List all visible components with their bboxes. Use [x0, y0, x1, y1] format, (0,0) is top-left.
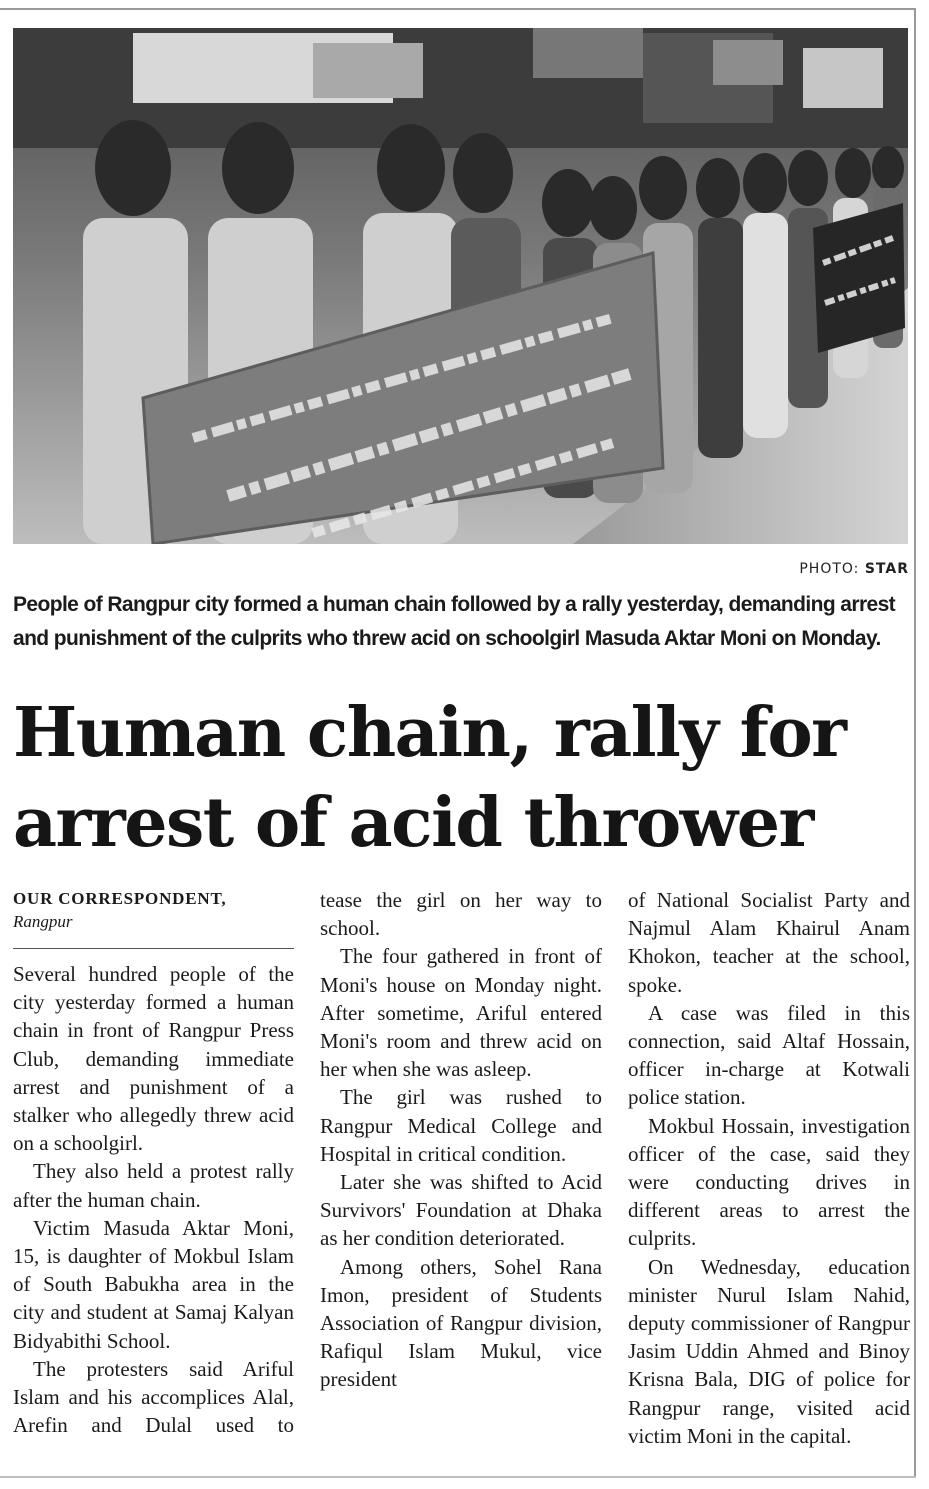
headline-line-2: arrest of acid thrower [13, 783, 813, 863]
photo-caption [13, 588, 910, 656]
paragraph: The four gathered in front of Moni's house on Monday night. After sometime, Ariful entered Moni's room and threw acid on her when she was asleep. [320, 944, 602, 1082]
paragraph: Mokbul Hossain, investigation officer of the case, said they were conducting drives in different areas to arrest the culprits. [628, 1113, 910, 1251]
photo-credit-label: PHOTO: [799, 561, 860, 577]
paragraph: On Wednesday, education minister Nurul Islam Nahid, deputy commissioner of Rangpur Jasim Uddin Ahmed and Binoy Krisna Bala, DIG of police for Rangpur range, visited acid victim Moni in the capital. [628, 1254, 910, 1448]
article-column-3 [628, 886, 910, 1450]
paragraph: Later she was shifted to Acid Survivors' Foundation at Dhaka as her condition deteriorated. [320, 1170, 602, 1251]
paragraph: tease the girl on her way to school. [320, 888, 602, 941]
news-photo [13, 28, 908, 544]
page-top-rule [0, 8, 915, 10]
headline-line-1: Human chain, rally for [13, 693, 846, 773]
caption-line-1: People of Rangpur city formed a human chain followed by a rally yesterday, demanding arrest [13, 593, 896, 616]
paragraph: Several hundred people of the city yesterday formed a human chain in front of Rangpur Press Club, demanding immediate arrest and punishment of a stalker who allegedly threw acid on a schoolgirl. [13, 962, 294, 1156]
photo-credit [799, 561, 909, 577]
paragraph: The girl was rushed to Rangpur Medical College and Hospital in critical condition. [320, 1085, 602, 1166]
caption-line-2: and punishment of the culprits who threw acid on schoolgirl Masuda Aktar Moni on Monday. [13, 627, 881, 650]
paragraph: of National Socialist Party and Najmul Alam Khairul Anam Khokon, teacher at the school, spoke. [628, 888, 910, 997]
page-bottom-rule [0, 1476, 916, 1478]
headline [13, 688, 913, 868]
byline-rule [13, 948, 294, 949]
photo-credit-source: STAR [864, 561, 909, 577]
byline-dateline: Rangpur [13, 912, 73, 931]
article-column-2 [320, 886, 602, 1394]
paragraph: The protesters said Ariful Islam and his accomplices Alal, Arefin and Dulal used to [13, 1356, 294, 1438]
paragraph: They also held a protest rally after the human chain. [13, 1159, 294, 1212]
article-column-1 [13, 886, 294, 1439]
byline-author: OUR CORRESPONDENT, [13, 889, 227, 908]
paragraph: A case was filed in this connection, said Altaf Hossain, officer in-charge at Kotwali police station. [628, 1000, 910, 1110]
page-right-rule [914, 8, 916, 1478]
paragraph: Among others, Sohel Rana Imon, president of Students Association of Rangpur division, Rafiqul Islam Mukul, vice president [320, 1254, 602, 1392]
paragraph: Victim Masuda Aktar Moni, 15, is daughter of Mokbul Islam of South Babukha area in the city and student at Samaj Kalyan Bidyabithi School. [13, 1215, 294, 1353]
